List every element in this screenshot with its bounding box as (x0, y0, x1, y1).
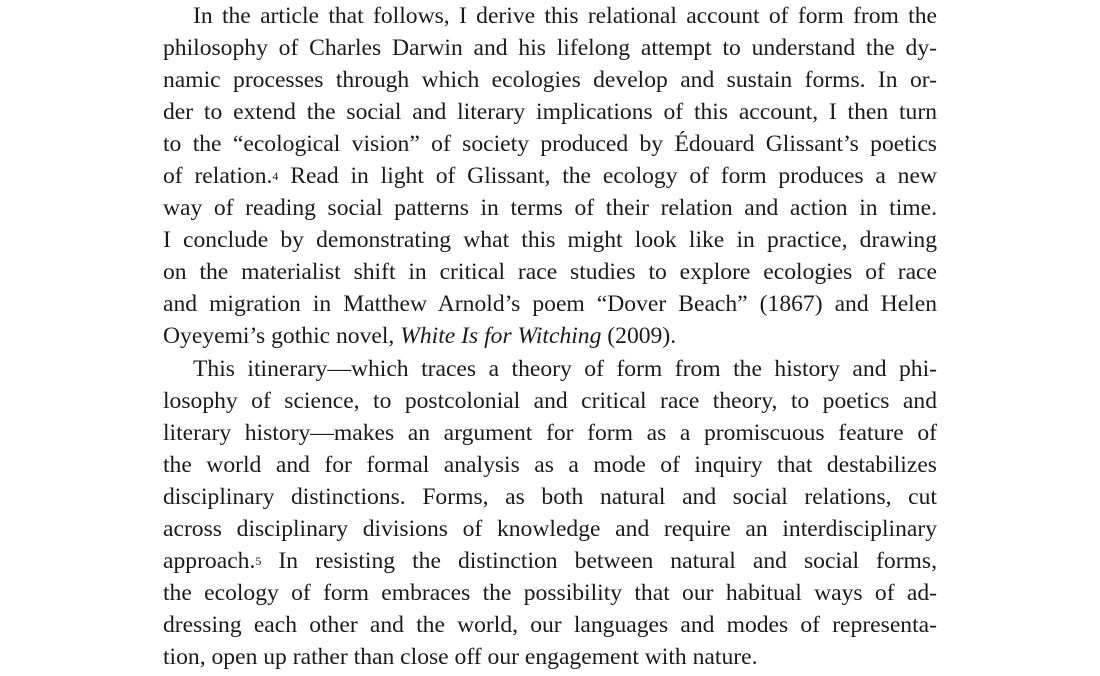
paragraph-2-line-3: literary history—makes an argument for form as a promiscuous feature of (163, 420, 937, 446)
book-title: White Is for Witching (400, 323, 602, 349)
paragraph-2-line-6: across disciplinary divisions of knowledge and require an interdisciplinary (163, 516, 937, 542)
paragraph-2-line-1: This itinerary—which traces a theory of form from the history and phi- (193, 356, 937, 382)
footnote-ref-5[interactable]: 5 (255, 554, 262, 568)
paragraph-1-line-8: I conclude by demonstrating what this might look like in practice, drawing (163, 227, 937, 253)
paragraph-1-line-7: way of reading social patterns in terms of their relation and action in time. (163, 195, 937, 221)
paragraph-2-line-10: tion, open up rather than close off our engagement with nature. (163, 644, 758, 670)
paragraph-2-line-7: approach.$^5$ In resisting the distinction between natural and social forms, (163, 548, 937, 574)
paragraph-2-line-2: losophy of science, to postcolonial and critical race theory, to poetics and (163, 388, 937, 414)
paragraph-2-line-8: the ecology of form embraces the possibility that our habitual ways of ad- (163, 580, 937, 606)
paragraph-1-line-3: namic processes through which ecologies develop and sustain forms. In or- (163, 67, 937, 93)
paragraph-2-line-5: disciplinary distinctions. Forms, as both natural and social relations, cut (163, 484, 937, 510)
footnote-ref-4[interactable]: 4 (272, 169, 279, 183)
paragraph-1-line-10: and migration in Matthew Arnold’s poem “Dover Beach” (1867) and Helen (163, 291, 937, 317)
paragraph-1-line-4: der to extend the social and literary implications of this account, I then turn (163, 99, 937, 125)
paragraph-1-line-5: to the “ecological vision” of society produced by Édouard Glissant’s poetics (163, 131, 937, 157)
paragraph-1-line-6: of relation.$^4$ Read in light of Glissant, the ecology of form produces a new (163, 163, 937, 189)
paragraph-2-line-9: dressing each other and the world, our languages and modes of representa- (163, 612, 937, 638)
paragraph-2-line-4: the world and for formal analysis as a mode of inquiry that destabilizes (163, 452, 937, 478)
paragraph-1-line-1: In the article that follows, I derive this relational account of form from the (193, 3, 937, 29)
paragraph-1-line-11: Oyeyemi’s gothic novel, White Is for Witching (2009). (163, 323, 677, 349)
paragraph-1-line-9: on the materialist shift in critical race studies to explore ecologies of race (163, 259, 937, 285)
paragraph-1-line-2: philosophy of Charles Darwin and his lifelong attempt to understand the dy- (163, 35, 937, 61)
